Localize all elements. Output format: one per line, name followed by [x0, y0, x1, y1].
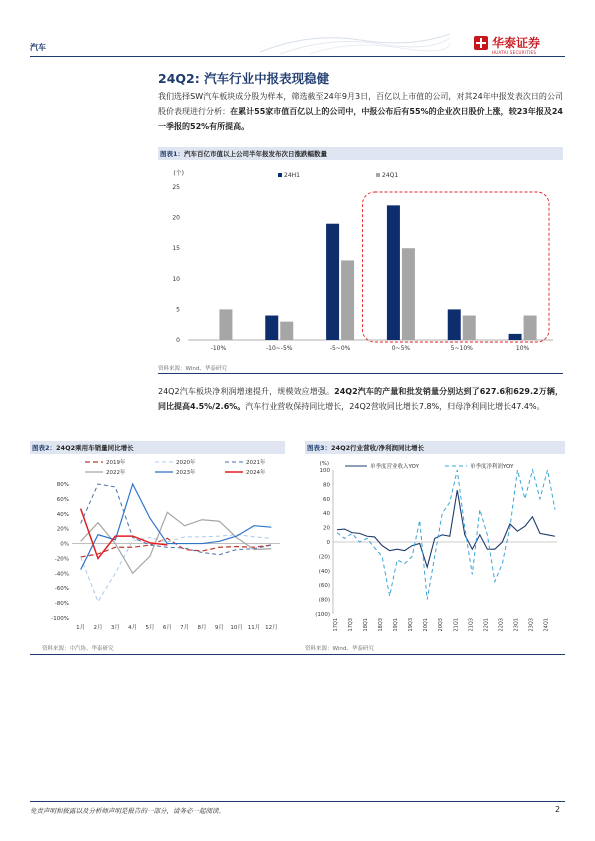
body-highlight: 24Q2汽车的产量和批发销量分别达到了627.6和629.2万辆，同比提高4.5%/2.6%。	[158, 387, 563, 411]
x-tick-label: 5~10%	[450, 345, 473, 352]
x-tick-label: -5~0%	[329, 345, 351, 352]
huatai-logo	[474, 34, 566, 56]
fig2-title-text: 24Q2乘用车销量同比增长	[56, 444, 134, 452]
x-tick-label: 7月	[180, 625, 190, 631]
x-tick-label: 10%	[515, 345, 530, 352]
body-paragraph	[158, 384, 563, 414]
x-tick-label: -10~-5%	[265, 345, 293, 352]
fig2-label: 图表2：	[32, 444, 57, 452]
bar-24q1	[219, 309, 232, 340]
x-tick-label: 20Q3	[438, 618, 445, 632]
bar-chart-earnings-reaction	[158, 162, 563, 362]
fig1-divider	[158, 373, 563, 374]
fig3-title	[307, 443, 424, 452]
y-tick-label: 60%	[56, 496, 69, 503]
legend-swatch	[278, 173, 282, 177]
y-tick-label: -100%	[51, 616, 69, 622]
fig1-title-text: 汽车百亿市值以上公司半年报发布次日涨跌幅数量	[184, 150, 328, 158]
x-tick-label: 20Q1	[423, 618, 430, 632]
x-tick-label: 5月	[145, 625, 155, 631]
x-tick-label: 8月	[197, 625, 207, 631]
bar-24h1	[265, 316, 278, 340]
legend-label: 2023年	[176, 470, 196, 476]
y-tick-label: 0%	[60, 541, 69, 548]
y-tick-label: -40%	[54, 571, 69, 578]
x-tick-label: 24Q1	[543, 618, 550, 632]
x-tick-label: 19Q1	[393, 618, 400, 632]
fig3-title-text: 24Q2行业营收/净利润同比增长	[331, 444, 424, 452]
x-tick-label: 9月	[214, 625, 224, 631]
x-tick-label: -10%	[210, 345, 227, 352]
fig2-title	[32, 443, 134, 452]
intro-highlight: 在累计55家市值百亿以上的公司中，中报公布后有55%的企业次日股价上涨，较23年报及24一季报的52%有所提高。	[158, 107, 564, 131]
y-tick-label: (60)	[318, 583, 330, 590]
legend-label: 2021年	[246, 460, 266, 466]
y-tick-label: 0	[326, 540, 330, 546]
bar-24q1	[463, 316, 476, 340]
bar-24h1	[448, 309, 461, 340]
fig23-divider	[30, 654, 565, 655]
page-number: 2	[555, 805, 561, 814]
line-chart-passenger-sales	[30, 456, 285, 641]
footer-divider	[30, 801, 565, 802]
y-tick-label: 60	[323, 496, 330, 503]
logo-text-en: HUATAI SECURITIES	[492, 50, 537, 55]
header-decoration	[250, 30, 450, 54]
y-unit-label: (个)	[173, 170, 184, 177]
y-tick-label: (80)	[318, 597, 330, 604]
x-tick-label: 1月	[76, 625, 86, 631]
legend-label: 2022年	[106, 470, 126, 476]
body-text-2: 汽车行业营收保持同比增长，24Q2营收同比增长7.8%，归母净利同比增长47.4%。	[245, 402, 545, 411]
bar-24q1	[341, 260, 354, 340]
legend-label: 单季度净利润YOY	[470, 464, 514, 470]
y-tick-label: 20	[172, 214, 180, 222]
bar-24h1	[387, 205, 400, 340]
y-tick-label: 0	[176, 337, 180, 344]
y-tick-label: (40)	[318, 568, 330, 575]
series-line	[81, 484, 272, 570]
y-tick-label: 5	[176, 306, 180, 314]
x-tick-label: 18Q3	[378, 618, 385, 632]
x-tick-label: 4月	[128, 625, 138, 631]
y-tick-label: 20%	[56, 526, 69, 533]
legend-label: 24H1	[284, 172, 300, 179]
fig2-source: 资料来源：中汽协、华泰研究	[42, 646, 114, 652]
y-tick-label: 80%	[56, 482, 69, 488]
x-tick-label: 22Q3	[498, 618, 505, 632]
x-tick-label: 6月	[162, 625, 172, 631]
fig1-source: 资料来源：Wind、华泰研究	[158, 366, 227, 372]
series-line	[337, 490, 555, 567]
x-tick-label: 21Q3	[468, 618, 475, 632]
header-divider	[30, 56, 565, 57]
y-tick-label: 15	[172, 245, 180, 253]
intro-text: 我们选择SW汽车板块成分股为样本，筛选截至24年9月3日，百亿以上市值的公司，对其24年中报发表次日的公司股价表现进行分析：	[158, 92, 563, 116]
intro-paragraph	[158, 89, 563, 134]
x-tick-label: 17Q1	[333, 618, 339, 632]
logo-text: 华泰证券	[492, 36, 541, 50]
bar-24q1	[402, 248, 415, 340]
x-tick-label: 3月	[110, 625, 120, 631]
y-unit-label: (%)	[319, 461, 329, 467]
y-tick-label: 25	[172, 184, 180, 191]
bar-24q1	[524, 316, 537, 340]
legend-label: 2020年	[176, 460, 196, 466]
y-tick-label: (20)	[318, 554, 330, 561]
report-section-label: 汽车	[30, 43, 46, 52]
fig1-title	[160, 149, 327, 158]
x-tick-label: 17Q3	[348, 618, 355, 632]
footer-disclaimer: 免责声明和披露以及分析师声明是报告的一部分，请务必一起阅读。	[30, 807, 225, 815]
y-tick-label: 10	[172, 275, 180, 283]
series-line	[337, 470, 555, 600]
y-tick-label: 40%	[56, 511, 69, 518]
logo-cross-icon	[474, 36, 488, 50]
x-tick-label: 0~5%	[391, 345, 411, 352]
y-tick-label: -60%	[54, 586, 69, 593]
legend-swatch	[376, 173, 380, 177]
y-tick-label: (100)	[315, 612, 330, 618]
bar-24q1	[280, 322, 293, 340]
y-tick-label: -80%	[54, 601, 69, 608]
x-tick-label: 19Q3	[408, 618, 415, 632]
legend-label: 单季度营业收入YOY	[370, 464, 419, 470]
fig3-label: 图表3：	[307, 444, 332, 452]
y-tick-label: -20%	[54, 556, 69, 563]
line-chart-revenue-profit	[305, 456, 565, 641]
x-tick-label: 21Q1	[453, 618, 460, 632]
x-tick-label: 23Q1	[513, 618, 520, 632]
x-tick-label: 2月	[93, 625, 103, 631]
x-tick-label: 10月	[230, 625, 243, 631]
fig3-source: 资料来源：Wind、华泰研究	[305, 646, 374, 652]
legend-label: 2019年	[106, 460, 126, 466]
series-line	[81, 509, 168, 559]
bar-24h1	[509, 334, 522, 340]
y-tick-label: 80	[323, 482, 330, 489]
x-tick-label: 11月	[247, 625, 261, 631]
x-tick-label: 12月	[265, 625, 278, 631]
y-tick-label: 40	[323, 511, 330, 518]
x-tick-label: 22Q1	[483, 618, 490, 632]
bar-24h1	[326, 224, 339, 340]
fig1-label: 图表1：	[160, 150, 185, 158]
y-tick-label: 100	[319, 468, 330, 474]
y-tick-label: 20	[323, 525, 330, 532]
x-tick-label: 18Q1	[363, 618, 370, 632]
legend-label: 2024年	[246, 470, 266, 476]
legend-label: 24Q1	[382, 172, 399, 179]
body-text-1: 24Q2汽车板块净利润增速提升，规模效应增强。	[158, 387, 335, 396]
section-title: 24Q2: 汽车行业中报表现稳健	[158, 71, 330, 86]
x-tick-label: 23Q3	[528, 618, 535, 632]
